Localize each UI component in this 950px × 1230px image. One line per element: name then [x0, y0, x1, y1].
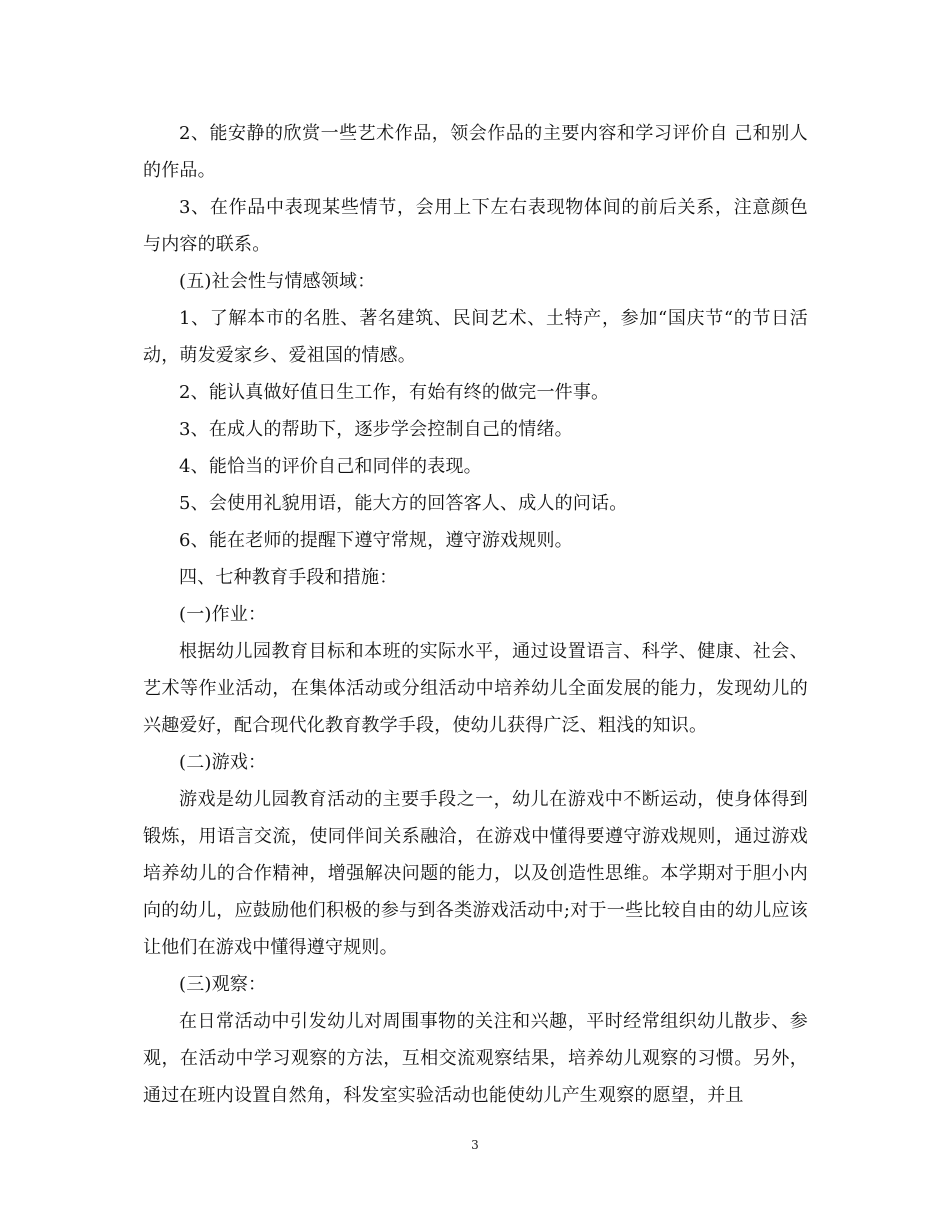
paragraph-art-appreciation: 2、能安静的欣赏一些艺术作品，领会作品的主要内容和学习评价自 己和别人的作品。	[143, 123, 808, 181]
section-heading-social-emotional: (五)社会性与情感领域：	[179, 271, 376, 292]
paragraph-games: 游戏是幼儿园教育活动的主要手段之一，幼儿在游戏中不断运动，使身体得到锻炼，用语言交流，使同伴间关系融洽，在游戏中懂得要遵守游戏规则，通过游戏培养幼儿的合作精神，增强解决问题的能力，以及创造性思维。本学期对于胆小内向的幼儿，应鼓励他们积极的参与到各类游戏活动中;对于一些比较自由的幼儿应该让他们在游戏中懂得遵守规则。	[143, 789, 808, 958]
subsection-heading-observation: (三)观察：	[179, 974, 267, 995]
subsection-heading-games: (二)游戏：	[179, 752, 267, 773]
paragraph-self-evaluation: 4、能恰当的评价自己和同伴的表现。	[179, 456, 482, 477]
document-body	[143, 115, 808, 1114]
page-number: 3	[471, 1138, 479, 1152]
paragraph-duty-work: 2、能认真做好值日生工作，有始有终的做完一件事。	[179, 382, 610, 403]
paragraph-art-expression: 3、在作品中表现某些情节，会用上下左右表现物体间的前后关系，注意颜色与内容的联系。	[143, 197, 808, 255]
paragraph-homework: 根据幼儿园教育目标和本班的实际水平，通过设置语言、科学、健康、社会、艺术等作业活动，在集体活动或分组活动中培养幼儿全面发展的能力，发现幼儿的兴趣爱好，配合现代化教育教学手段，使幼儿获得广泛、粗浅的知识。	[143, 641, 808, 736]
paragraph-observation: 在日常活动中引发幼儿对周围事物的关注和兴趣，平时经常组织幼儿散步、参观，在活动中学习观察的方法，互相交流观察结果，培养幼儿观察的习惯。另外，通过在班内设置自然角，科发室实验活动也能使幼儿产生观察的愿望，并且	[143, 1011, 808, 1106]
paragraph-follow-rules: 6、能在老师的提醒下遵守常规，遵守游戏规则。	[179, 530, 573, 551]
section-heading-education-means: 四、七种教育手段和措施：	[179, 567, 398, 588]
subsection-heading-homework: (一)作业：	[179, 604, 267, 625]
paragraph-polite-language: 5、会使用礼貌用语，能大方的回答客人、成人的问话。	[179, 493, 628, 514]
paragraph-emotion-control: 3、在成人的帮助下，逐步学会控制自己的情绪。	[179, 419, 573, 440]
paragraph-hometown-love: 1、了解本市的名胜、著名建筑、民间艺术、土特产，参加“国庆节“的节日活动，萌发爱家乡、爱祖国的情感。	[143, 308, 808, 366]
